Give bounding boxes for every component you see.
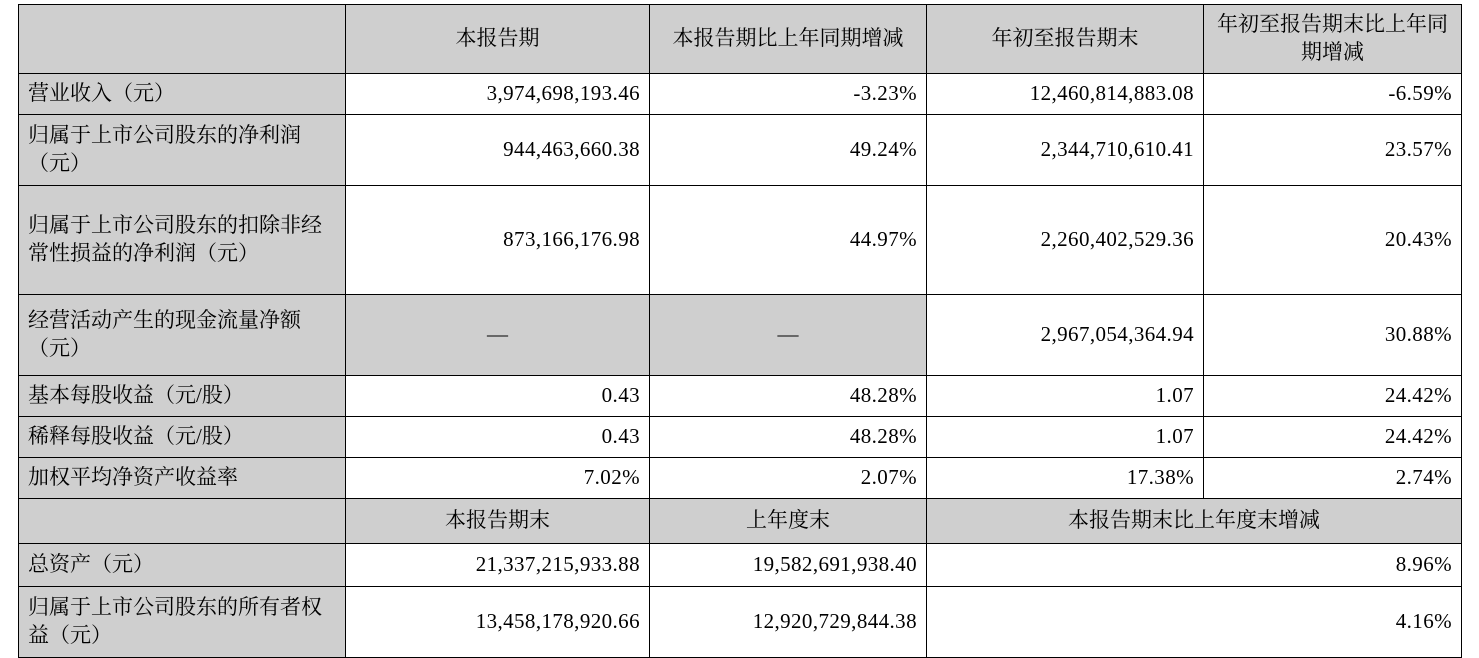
financial-summary-table — [18, 4, 1462, 658]
cell-total-assets-period-end: 21,337,215,933.88 — [346, 544, 650, 587]
row-label-operating-cashflow: 经营活动产生的现金流量净额（元） — [19, 295, 346, 376]
cell-diluted-eps-current: 0.43 — [346, 417, 650, 458]
table-row — [19, 295, 1462, 376]
table-row — [19, 587, 1462, 658]
financial-summary-sheet — [18, 4, 1461, 658]
cell-net-profit-current-yoy: 49.24% — [650, 115, 927, 186]
row-label-net-profit: 归属于上市公司股东的净利润（元） — [19, 115, 346, 186]
row-label-net-profit-deducted: 归属于上市公司股东的扣除非经常性损益的净利润（元） — [19, 186, 346, 295]
table-subheader-row — [19, 499, 1462, 544]
subheader-col-period-end: 本报告期末 — [346, 499, 650, 544]
cell-net-profit-deducted-ytd: 2,260,402,529.36 — [927, 186, 1204, 295]
cell-revenue-ytd: 12,460,814,883.08 — [927, 74, 1204, 115]
cell-equity-prior-year-end: 12,920,729,844.38 — [650, 587, 927, 658]
cell-operating-cashflow-ytd: 2,967,054,364.94 — [927, 295, 1204, 376]
row-label-basic-eps: 基本每股收益（元/股） — [19, 376, 346, 417]
cell-weighted-roe-ytd-yoy: 2.74% — [1204, 458, 1462, 499]
header-col-ytd: 年初至报告期末 — [927, 5, 1204, 74]
row-label-total-assets: 总资产（元） — [19, 544, 346, 587]
cell-revenue-current: 3,974,698,193.46 — [346, 74, 650, 115]
table-row — [19, 544, 1462, 587]
cell-diluted-eps-current-yoy: 48.28% — [650, 417, 927, 458]
table-row — [19, 74, 1462, 115]
cell-revenue-ytd-yoy: -6.59% — [1204, 74, 1462, 115]
header-corner-cell — [19, 5, 346, 74]
cell-basic-eps-current: 0.43 — [346, 376, 650, 417]
cell-weighted-roe-current-yoy: 2.07% — [650, 458, 927, 499]
subheader-col-prior-year-end: 上年度末 — [650, 499, 927, 544]
cell-weighted-roe-current: 7.02% — [346, 458, 650, 499]
header-col-current-period-yoy: 本报告期比上年同期增减 — [650, 5, 927, 74]
cell-net-profit-ytd: 2,344,710,610.41 — [927, 115, 1204, 186]
cell-operating-cashflow-ytd-yoy: 30.88% — [1204, 295, 1462, 376]
table-row — [19, 115, 1462, 186]
cell-basic-eps-current-yoy: 48.28% — [650, 376, 927, 417]
table-row — [19, 376, 1462, 417]
row-label-revenue: 营业收入（元） — [19, 74, 346, 115]
cell-net-profit-deducted-ytd-yoy: 20.43% — [1204, 186, 1462, 295]
cell-net-profit-current: 944,463,660.38 — [346, 115, 650, 186]
cell-weighted-roe-ytd: 17.38% — [927, 458, 1204, 499]
cell-total-assets-change: 8.96% — [927, 544, 1462, 587]
cell-net-profit-deducted-current-yoy: 44.97% — [650, 186, 927, 295]
table-row — [19, 417, 1462, 458]
row-label-diluted-eps: 稀释每股收益（元/股） — [19, 417, 346, 458]
row-label-equity: 归属于上市公司股东的所有者权益（元） — [19, 587, 346, 658]
cell-diluted-eps-ytd-yoy: 24.42% — [1204, 417, 1462, 458]
cell-total-assets-prior-year-end: 19,582,691,938.40 — [650, 544, 927, 587]
cell-net-profit-ytd-yoy: 23.57% — [1204, 115, 1462, 186]
header-col-ytd-yoy: 年初至报告期末比上年同期增减 — [1204, 5, 1462, 74]
cell-operating-cashflow-current-yoy: — — [650, 295, 927, 376]
cell-basic-eps-ytd: 1.07 — [927, 376, 1204, 417]
cell-revenue-current-yoy: -3.23% — [650, 74, 927, 115]
cell-equity-change: 4.16% — [927, 587, 1462, 658]
table-row — [19, 186, 1462, 295]
table-header-row — [19, 5, 1462, 74]
cell-net-profit-deducted-current: 873,166,176.98 — [346, 186, 650, 295]
cell-basic-eps-ytd-yoy: 24.42% — [1204, 376, 1462, 417]
subheader-corner-cell — [19, 499, 346, 544]
row-label-weighted-roe: 加权平均净资产收益率 — [19, 458, 346, 499]
cell-operating-cashflow-current: — — [346, 295, 650, 376]
cell-diluted-eps-ytd: 1.07 — [927, 417, 1204, 458]
subheader-col-change: 本报告期末比上年度末增减 — [927, 499, 1462, 544]
header-col-current-period: 本报告期 — [346, 5, 650, 74]
cell-equity-period-end: 13,458,178,920.66 — [346, 587, 650, 658]
table-row — [19, 458, 1462, 499]
